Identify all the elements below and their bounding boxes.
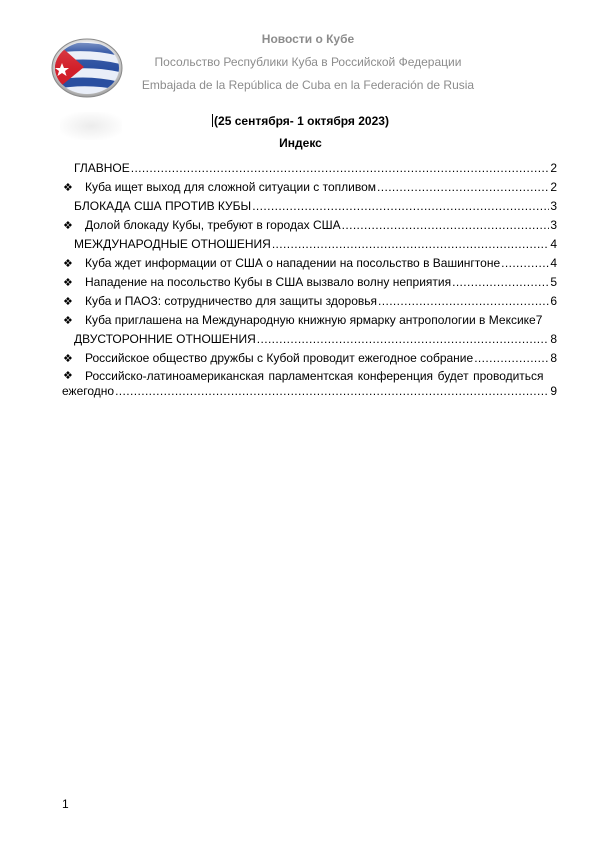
toc-heading-text: МЕЖДУНАРОДНЫЕ ОТНОШЕНИЯ xyxy=(74,237,271,251)
diamond-bullet-icon: ❖ xyxy=(63,182,73,194)
toc-leader xyxy=(474,351,549,365)
toc-page-number: 8 xyxy=(550,351,557,365)
toc-heading[interactable] xyxy=(62,156,557,175)
toc-leader xyxy=(377,180,549,194)
text-cursor xyxy=(212,114,213,127)
diamond-bullet-icon: ❖ xyxy=(63,258,73,270)
toc-item-text: Куба ждет информации от США о нападении на посольство в Вашингтоне xyxy=(85,256,501,270)
diamond-bullet-icon: ❖ xyxy=(63,353,73,365)
toc-heading-text: ГЛАВНОЕ xyxy=(74,161,130,175)
toc-heading[interactable] xyxy=(62,232,557,251)
cuban-flag-icon xyxy=(50,37,124,99)
index-title: Индекс xyxy=(279,136,322,150)
toc-leader xyxy=(378,294,549,308)
toc-page-number: 4 xyxy=(550,237,557,251)
header-title: Новости о Кубе xyxy=(261,32,355,46)
toc-page-number: 3 xyxy=(550,218,557,232)
toc-item-text-line1: Российско-латиноамериканская парламентская конференция будет проводиться xyxy=(85,369,544,383)
toc-item-text: Куба приглашена на Международную книжную ярмарку антропологии в Мексике xyxy=(85,313,536,327)
toc-leader xyxy=(501,256,549,270)
toc-item-text: Куба ищет выход для сложной ситуации с топливом xyxy=(85,180,376,194)
toc-page-number: 9 xyxy=(550,384,557,398)
toc-page-number: 2 xyxy=(550,180,557,194)
date-range-title xyxy=(0,114,601,128)
toc-heading[interactable] xyxy=(62,327,557,346)
toc-page-number: 8 xyxy=(550,332,557,346)
toc-item[interactable] xyxy=(62,365,557,399)
diamond-bullet-icon: ❖ xyxy=(63,296,73,308)
toc-leader xyxy=(252,199,549,213)
toc-leader xyxy=(452,275,549,289)
toc-item[interactable] xyxy=(62,251,557,270)
toc-item-text: Нападение на посольство Кубы в США вызвало волну неприятия xyxy=(85,275,452,289)
diamond-bullet-icon: ❖ xyxy=(63,370,73,382)
diamond-bullet-icon: ❖ xyxy=(63,277,73,289)
toc-leader xyxy=(342,218,550,232)
diamond-bullet-icon: ❖ xyxy=(63,315,73,327)
toc-item-text: Долой блокаду Кубы, требуют в городах США xyxy=(85,218,341,232)
toc-item[interactable] xyxy=(62,289,557,308)
toc-item[interactable] xyxy=(62,175,557,194)
toc-page-number: 5 xyxy=(550,275,557,289)
page-number: 1 xyxy=(62,797,69,811)
toc-leader xyxy=(257,332,550,346)
toc-item[interactable] xyxy=(62,308,557,327)
toc-item-text: Куба и ПАОЗ: сотрудничество для защиты здоровья xyxy=(85,294,377,308)
toc-leader xyxy=(131,161,550,175)
toc-item[interactable] xyxy=(62,346,557,365)
header-embassy-ru: Посольство Республики Куба в Российской Федерации xyxy=(154,55,462,69)
toc-heading[interactable] xyxy=(62,194,557,213)
toc-page-number: 6 xyxy=(550,294,557,308)
date-range-text: (25 сентября- 1 октября 2023) xyxy=(214,114,389,128)
table-of-contents xyxy=(62,156,557,399)
toc-heading-text: БЛОКАДА США ПРОТИВ КУБЫ xyxy=(74,199,252,213)
toc-page-number: 2 xyxy=(550,161,557,175)
toc-item-text-line2: ежегодно xyxy=(62,384,115,398)
toc-item[interactable] xyxy=(62,270,557,289)
toc-item-text: Российское общество дружбы с Кубой проводит ежегодное собрание xyxy=(85,351,474,365)
toc-page-number: 4 xyxy=(550,256,557,270)
toc-page-number: 7 xyxy=(535,313,543,327)
toc-page-number: 3 xyxy=(550,199,557,213)
header-embassy-es: Embajada de la República de Cuba en la Federación de Rusia xyxy=(141,78,475,92)
toc-leader xyxy=(272,237,549,251)
toc-heading-text: ДВУСТОРОННИЕ ОТНОШЕНИЯ xyxy=(74,332,256,346)
toc-leader xyxy=(115,384,549,399)
diamond-bullet-icon: ❖ xyxy=(63,220,73,232)
toc-item[interactable] xyxy=(62,213,557,232)
